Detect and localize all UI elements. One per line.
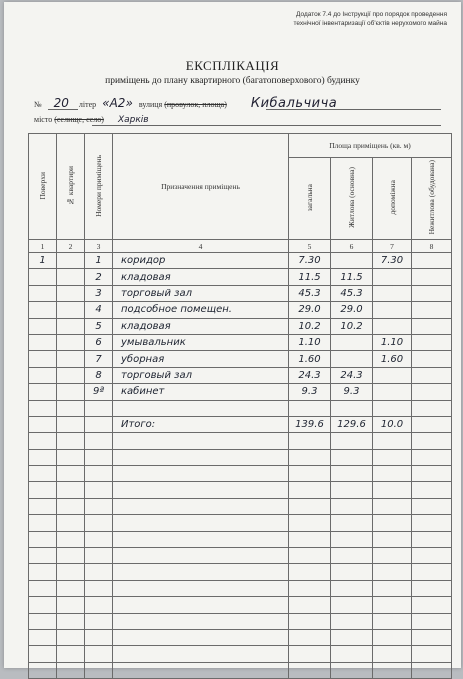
empty-cell bbox=[85, 597, 113, 613]
empty-cell bbox=[412, 466, 452, 482]
column-number-row bbox=[29, 240, 452, 253]
cell-auxiliary: 7.30 bbox=[373, 253, 412, 269]
empty-cell bbox=[373, 580, 412, 596]
table-row bbox=[29, 384, 452, 400]
street-label-crossed: (провулок, площа) bbox=[164, 100, 227, 109]
empty-cell bbox=[57, 498, 85, 514]
street-underline bbox=[266, 109, 441, 110]
liter-value: «А2» bbox=[102, 96, 133, 110]
empty-cell bbox=[29, 548, 57, 564]
empty-cell bbox=[289, 498, 331, 514]
empty-cell bbox=[289, 580, 331, 596]
empty-cell bbox=[331, 482, 373, 498]
cell-living bbox=[331, 253, 373, 269]
header-apartment: № квартири bbox=[57, 134, 85, 240]
table-row bbox=[29, 416, 452, 432]
empty-cell bbox=[113, 498, 289, 514]
cell-total: 24.3 bbox=[289, 367, 331, 383]
empty-cell bbox=[412, 564, 452, 580]
column-number: 5 bbox=[289, 240, 331, 253]
table-row bbox=[29, 351, 452, 367]
cell-apartment bbox=[57, 384, 85, 400]
cell-apartment bbox=[57, 416, 85, 432]
cell-room-number: 8 bbox=[85, 367, 113, 383]
column-number: 4 bbox=[113, 240, 289, 253]
street-label: вулиця bbox=[138, 100, 163, 109]
empty-cell bbox=[373, 548, 412, 564]
empty-cell bbox=[29, 646, 57, 662]
cell-non-living bbox=[412, 302, 452, 318]
empty-cell bbox=[412, 482, 452, 498]
empty-cell bbox=[57, 662, 85, 678]
cell-floor bbox=[29, 384, 57, 400]
cell-total: 29.0 bbox=[289, 302, 331, 318]
cell-floor: 1 bbox=[29, 253, 57, 269]
empty-cell bbox=[289, 646, 331, 662]
empty-cell bbox=[331, 646, 373, 662]
header-area-group: Площа приміщень (кв. м) bbox=[289, 134, 452, 158]
empty-cell bbox=[373, 564, 412, 580]
empty-cell bbox=[85, 580, 113, 596]
city-label: місто bbox=[34, 115, 53, 124]
cell-total: 10.2 bbox=[289, 318, 331, 334]
empty-cell bbox=[85, 613, 113, 629]
cell-living: 9.3 bbox=[331, 384, 373, 400]
cell-purpose: торговый зал bbox=[113, 367, 289, 383]
empty-cell bbox=[331, 548, 373, 564]
empty-cell bbox=[85, 548, 113, 564]
empty-cell bbox=[113, 466, 289, 482]
cell-non-living bbox=[412, 269, 452, 285]
empty-cell bbox=[289, 548, 331, 564]
cell-auxiliary bbox=[373, 384, 412, 400]
empty-cell bbox=[29, 629, 57, 645]
document-title: ЕКСПЛІКАЦІЯ bbox=[185, 58, 280, 73]
empty-cell bbox=[57, 629, 85, 645]
cell-non-living bbox=[412, 334, 452, 350]
cell-apartment bbox=[57, 318, 85, 334]
empty-cell bbox=[412, 613, 452, 629]
cell-living: 24.3 bbox=[331, 367, 373, 383]
empty-cell bbox=[85, 482, 113, 498]
table-row-empty bbox=[29, 548, 452, 564]
cell-purpose: кладовая bbox=[113, 318, 289, 334]
empty-cell bbox=[85, 629, 113, 645]
empty-cell bbox=[289, 466, 331, 482]
empty-cell bbox=[331, 597, 373, 613]
cell-non-living bbox=[412, 351, 452, 367]
empty-cell bbox=[331, 515, 373, 531]
empty-cell bbox=[289, 449, 331, 465]
number-underline bbox=[48, 109, 78, 110]
empty-cell bbox=[57, 564, 85, 580]
table-row-empty bbox=[29, 580, 452, 596]
empty-cell bbox=[412, 433, 452, 449]
liter-label: літер bbox=[78, 100, 97, 109]
table-row-empty bbox=[29, 613, 452, 629]
empty-cell bbox=[373, 498, 412, 514]
header-living: Житлова (основна) bbox=[331, 158, 373, 240]
cell-auxiliary: 1.60 bbox=[373, 351, 412, 367]
empty-cell bbox=[29, 482, 57, 498]
cell-non-living bbox=[412, 416, 452, 432]
cell-room-number: 9ª bbox=[85, 384, 113, 400]
document-subtitle: приміщень до плану квартирного (багатоповерхового) будинку bbox=[105, 76, 360, 86]
empty-cell bbox=[29, 498, 57, 514]
empty-cell bbox=[113, 548, 289, 564]
empty-cell bbox=[289, 662, 331, 678]
cell-auxiliary bbox=[373, 269, 412, 285]
cell-auxiliary bbox=[373, 400, 412, 416]
column-number: 7 bbox=[373, 240, 412, 253]
table-row bbox=[29, 400, 452, 416]
header-non-living: Нежитлова (обудована) bbox=[412, 158, 452, 240]
empty-cell bbox=[29, 564, 57, 580]
empty-cell bbox=[113, 580, 289, 596]
empty-cell bbox=[85, 515, 113, 531]
empty-cell bbox=[373, 466, 412, 482]
cell-living bbox=[331, 400, 373, 416]
cell-floor bbox=[29, 367, 57, 383]
empty-cell bbox=[373, 629, 412, 645]
cell-total: 45.3 bbox=[289, 285, 331, 301]
empty-cell bbox=[57, 646, 85, 662]
empty-cell bbox=[113, 597, 289, 613]
table-row-empty bbox=[29, 629, 452, 645]
cell-purpose: кладовая bbox=[113, 269, 289, 285]
header-room-number: Номери приміщень bbox=[85, 134, 113, 240]
table-row bbox=[29, 318, 452, 334]
cell-living: 29.0 bbox=[331, 302, 373, 318]
empty-cell bbox=[373, 646, 412, 662]
empty-cell bbox=[85, 564, 113, 580]
city-value: Харків bbox=[117, 115, 149, 125]
empty-cell bbox=[113, 449, 289, 465]
empty-cell bbox=[113, 515, 289, 531]
city-line bbox=[34, 115, 149, 125]
cell-auxiliary bbox=[373, 302, 412, 318]
cell-room-number: 4 bbox=[85, 302, 113, 318]
empty-cell bbox=[412, 531, 452, 547]
empty-cell bbox=[85, 433, 113, 449]
cell-purpose: подсобное помещен. bbox=[113, 302, 289, 318]
cell-non-living bbox=[412, 318, 452, 334]
empty-cell bbox=[412, 662, 452, 678]
cell-purpose: коридор bbox=[113, 253, 289, 269]
empty-cell bbox=[289, 433, 331, 449]
cell-auxiliary: 1.10 bbox=[373, 334, 412, 350]
empty-cell bbox=[412, 449, 452, 465]
empty-cell bbox=[412, 597, 452, 613]
empty-cell bbox=[113, 531, 289, 547]
appendix-note-line-2: технічної інвентаризації об'єктів нерухомого майна bbox=[293, 20, 447, 27]
empty-cell bbox=[29, 449, 57, 465]
cell-apartment bbox=[57, 367, 85, 383]
cell-apartment bbox=[57, 334, 85, 350]
cell-auxiliary bbox=[373, 318, 412, 334]
cell-purpose: уборная bbox=[113, 351, 289, 367]
cell-room-number: 1 bbox=[85, 253, 113, 269]
empty-cell bbox=[29, 580, 57, 596]
empty-cell bbox=[373, 613, 412, 629]
table-row-empty bbox=[29, 498, 452, 514]
table-row-empty bbox=[29, 564, 452, 580]
column-number: 1 bbox=[29, 240, 57, 253]
empty-cell bbox=[113, 629, 289, 645]
empty-cell bbox=[412, 629, 452, 645]
empty-cell bbox=[57, 449, 85, 465]
cell-living: 10.2 bbox=[331, 318, 373, 334]
cell-living: 11.5 bbox=[331, 269, 373, 285]
empty-cell bbox=[331, 531, 373, 547]
cell-non-living bbox=[412, 285, 452, 301]
empty-cell bbox=[289, 482, 331, 498]
cell-apartment bbox=[57, 253, 85, 269]
cell-non-living bbox=[412, 384, 452, 400]
cell-floor bbox=[29, 285, 57, 301]
number-label: № bbox=[34, 100, 42, 109]
empty-cell bbox=[113, 662, 289, 678]
header-auxiliary: допоміжна bbox=[373, 158, 412, 240]
table-row-empty bbox=[29, 646, 452, 662]
empty-cell bbox=[412, 548, 452, 564]
cell-purpose: Итого: bbox=[113, 416, 289, 432]
empty-cell bbox=[331, 498, 373, 514]
empty-cell bbox=[412, 515, 452, 531]
empty-cell bbox=[289, 629, 331, 645]
cell-apartment bbox=[57, 302, 85, 318]
empty-cell bbox=[331, 613, 373, 629]
empty-cell bbox=[331, 433, 373, 449]
empty-cell bbox=[289, 531, 331, 547]
header-total: загальна bbox=[289, 158, 331, 240]
cell-floor bbox=[29, 351, 57, 367]
empty-cell bbox=[29, 515, 57, 531]
empty-cell bbox=[57, 597, 85, 613]
cell-purpose: торговый зал bbox=[113, 285, 289, 301]
empty-cell bbox=[85, 646, 113, 662]
table-row-empty bbox=[29, 597, 452, 613]
cell-auxiliary bbox=[373, 367, 412, 383]
cell-room-number bbox=[85, 400, 113, 416]
street-value: Кибальчича bbox=[250, 96, 338, 111]
cell-non-living bbox=[412, 400, 452, 416]
empty-cell bbox=[57, 548, 85, 564]
cell-floor bbox=[29, 302, 57, 318]
empty-cell bbox=[373, 482, 412, 498]
empty-cell bbox=[331, 580, 373, 596]
cell-living: 45.3 bbox=[331, 285, 373, 301]
empty-cell bbox=[29, 531, 57, 547]
cell-floor bbox=[29, 269, 57, 285]
table-row-empty bbox=[29, 449, 452, 465]
cell-room-number bbox=[85, 416, 113, 432]
empty-cell bbox=[289, 515, 331, 531]
cell-auxiliary: 10.0 bbox=[373, 416, 412, 432]
empty-cell bbox=[29, 662, 57, 678]
cell-non-living bbox=[412, 253, 452, 269]
table-row-empty bbox=[29, 466, 452, 482]
cell-living: 129.6 bbox=[331, 416, 373, 432]
table-row-empty bbox=[29, 531, 452, 547]
cell-purpose: умывальник bbox=[113, 334, 289, 350]
cell-apartment bbox=[57, 400, 85, 416]
empty-cell bbox=[113, 482, 289, 498]
cell-living bbox=[331, 334, 373, 350]
table-row bbox=[29, 334, 452, 350]
empty-cell bbox=[29, 433, 57, 449]
table-row-empty bbox=[29, 515, 452, 531]
cell-apartment bbox=[57, 285, 85, 301]
cell-living bbox=[331, 351, 373, 367]
cell-room-number: 7 bbox=[85, 351, 113, 367]
empty-cell bbox=[373, 662, 412, 678]
empty-cell bbox=[373, 433, 412, 449]
table-body bbox=[29, 253, 452, 679]
table-row bbox=[29, 269, 452, 285]
empty-cell bbox=[373, 531, 412, 547]
empty-cell bbox=[331, 466, 373, 482]
empty-cell bbox=[57, 466, 85, 482]
empty-cell bbox=[331, 564, 373, 580]
number-value: 20 bbox=[53, 96, 69, 110]
table-row-empty bbox=[29, 482, 452, 498]
city-underline bbox=[92, 125, 441, 126]
empty-cell bbox=[331, 662, 373, 678]
header-purpose: Призначення приміщень bbox=[113, 134, 289, 240]
empty-cell bbox=[85, 662, 113, 678]
cell-floor bbox=[29, 334, 57, 350]
empty-cell bbox=[57, 580, 85, 596]
table-row bbox=[29, 367, 452, 383]
empty-cell bbox=[373, 515, 412, 531]
empty-cell bbox=[85, 531, 113, 547]
cell-apartment bbox=[57, 269, 85, 285]
appendix-note-line-1: Додаток 7.4 до Інструкції про порядок проведення bbox=[296, 11, 447, 18]
explication-table bbox=[28, 133, 452, 679]
empty-cell bbox=[29, 466, 57, 482]
empty-cell bbox=[29, 597, 57, 613]
empty-cell bbox=[412, 580, 452, 596]
cell-room-number: 2 bbox=[85, 269, 113, 285]
empty-cell bbox=[57, 482, 85, 498]
cell-total: 139.6 bbox=[289, 416, 331, 432]
cell-floor bbox=[29, 416, 57, 432]
empty-cell bbox=[373, 597, 412, 613]
table-row-empty bbox=[29, 433, 452, 449]
column-number: 3 bbox=[85, 240, 113, 253]
cell-floor bbox=[29, 400, 57, 416]
table-row bbox=[29, 302, 452, 318]
cell-non-living bbox=[412, 367, 452, 383]
cell-total bbox=[289, 400, 331, 416]
cell-total: 11.5 bbox=[289, 269, 331, 285]
empty-cell bbox=[113, 433, 289, 449]
header-floor: Поверхи bbox=[29, 134, 57, 240]
empty-cell bbox=[113, 646, 289, 662]
cell-room-number: 3 bbox=[85, 285, 113, 301]
cell-total: 7.30 bbox=[289, 253, 331, 269]
empty-cell bbox=[412, 498, 452, 514]
empty-cell bbox=[85, 449, 113, 465]
cell-room-number: 6 bbox=[85, 334, 113, 350]
column-number: 6 bbox=[331, 240, 373, 253]
empty-cell bbox=[113, 613, 289, 629]
cell-purpose bbox=[113, 400, 289, 416]
cell-total: 1.10 bbox=[289, 334, 331, 350]
appendix-note bbox=[227, 10, 447, 28]
cell-total: 9.3 bbox=[289, 384, 331, 400]
table-row bbox=[29, 285, 452, 301]
cell-room-number: 5 bbox=[85, 318, 113, 334]
empty-cell bbox=[57, 531, 85, 547]
table-row bbox=[29, 253, 452, 269]
column-number: 8 bbox=[412, 240, 452, 253]
empty-cell bbox=[331, 629, 373, 645]
empty-cell bbox=[373, 449, 412, 465]
cell-auxiliary bbox=[373, 285, 412, 301]
empty-cell bbox=[57, 515, 85, 531]
cell-purpose: кабинет bbox=[113, 384, 289, 400]
empty-cell bbox=[289, 564, 331, 580]
cell-floor bbox=[29, 318, 57, 334]
cell-total: 1.60 bbox=[289, 351, 331, 367]
empty-cell bbox=[113, 564, 289, 580]
empty-cell bbox=[85, 466, 113, 482]
empty-cell bbox=[289, 613, 331, 629]
empty-cell bbox=[85, 498, 113, 514]
empty-cell bbox=[289, 597, 331, 613]
empty-cell bbox=[331, 449, 373, 465]
column-number: 2 bbox=[57, 240, 85, 253]
empty-cell bbox=[412, 646, 452, 662]
table-row-empty bbox=[29, 662, 452, 678]
empty-cell bbox=[57, 433, 85, 449]
city-label-crossed: (селище, село) bbox=[54, 115, 104, 124]
empty-cell bbox=[57, 613, 85, 629]
empty-cell bbox=[29, 613, 57, 629]
cell-apartment bbox=[57, 351, 85, 367]
